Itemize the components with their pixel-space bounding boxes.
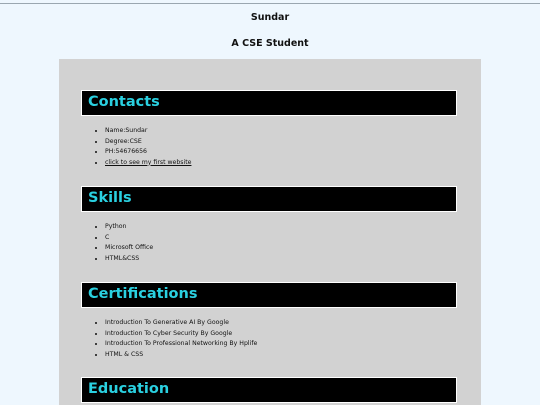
- contacts-list: [97, 126, 191, 168]
- skills-list: [97, 222, 153, 264]
- list-item: • Python: [105, 222, 153, 233]
- resume-panel: [59, 59, 481, 405]
- page-subtitle: A CSE Student: [231, 38, 309, 49]
- education-title: Education: [88, 381, 170, 397]
- list-item: • Microsoft Office: [105, 243, 153, 254]
- skills-title: Skills: [88, 190, 132, 206]
- list-item: • Degree:CSE: [105, 137, 191, 148]
- list-item: • Introduction To Cyber Security By Google: [105, 329, 257, 340]
- list-item: • PH:54676656: [105, 147, 191, 158]
- list-item: • C: [105, 233, 153, 244]
- list-item: • Name:Sundar: [105, 126, 191, 137]
- certifications-title: Certifications: [88, 286, 198, 302]
- list-item: • HTML & CSS: [105, 350, 257, 361]
- list-item: • Introduction To Generative AI By Google: [105, 318, 257, 329]
- skills-header: [81, 186, 457, 212]
- education-header: [81, 377, 457, 403]
- certifications-header: [81, 282, 457, 308]
- contacts-header: [81, 90, 457, 116]
- contacts-title: Contacts: [88, 94, 160, 110]
- list-item: [105, 158, 191, 169]
- top-divider: [0, 3, 540, 4]
- list-item: • HTML&CSS: [105, 254, 153, 265]
- list-item: • Introduction To Professional Networking By Hplife: [105, 339, 257, 350]
- page-title: Sundar: [250, 12, 290, 23]
- certifications-list: [97, 318, 257, 360]
- first-website-link[interactable]: click to see my first website: [105, 158, 192, 166]
